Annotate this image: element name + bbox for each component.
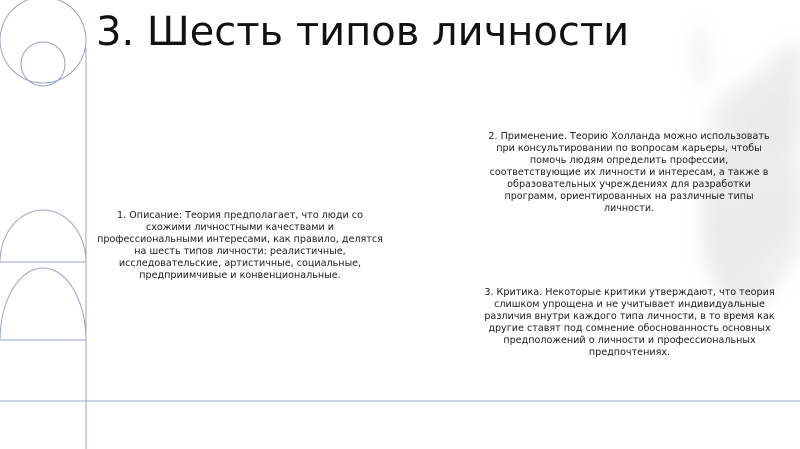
point-description-text: 1. Описание: Теория предполагает, что люди со схожими личностными качествами и профессиональными интересами, как правило, делятся на шесть типов личности: реалистичные, исследовательские, артистичные, социальные, предприимчивые и конвенциональные.	[97, 210, 383, 281]
arch-outline-upper	[0, 210, 86, 262]
arch-outline-lower	[0, 268, 86, 340]
slide-title: 3. Шесть типов личности	[96, 9, 630, 55]
circle-outline-small	[21, 42, 65, 86]
point-application-text: 2. Применение. Теорию Холланда можно использовать при консультировании по вопросам карьеры, чтобы помочь людям определить профессии, соответствующие их личности и интересам, а также в образовательных учреждениях для разработки программ, ориентированных на различные типы личности.	[488, 131, 770, 214]
point-criticism-text: 3. Критика. Некоторые критики утверждают, что теория слишком упрощена и не учитывает индивидуальные различия внутри каждого типа личности, в то время как другие ставят под сомнение обоснованность основных предположений о личности и профессиональных предпочтениях.	[484, 287, 775, 358]
